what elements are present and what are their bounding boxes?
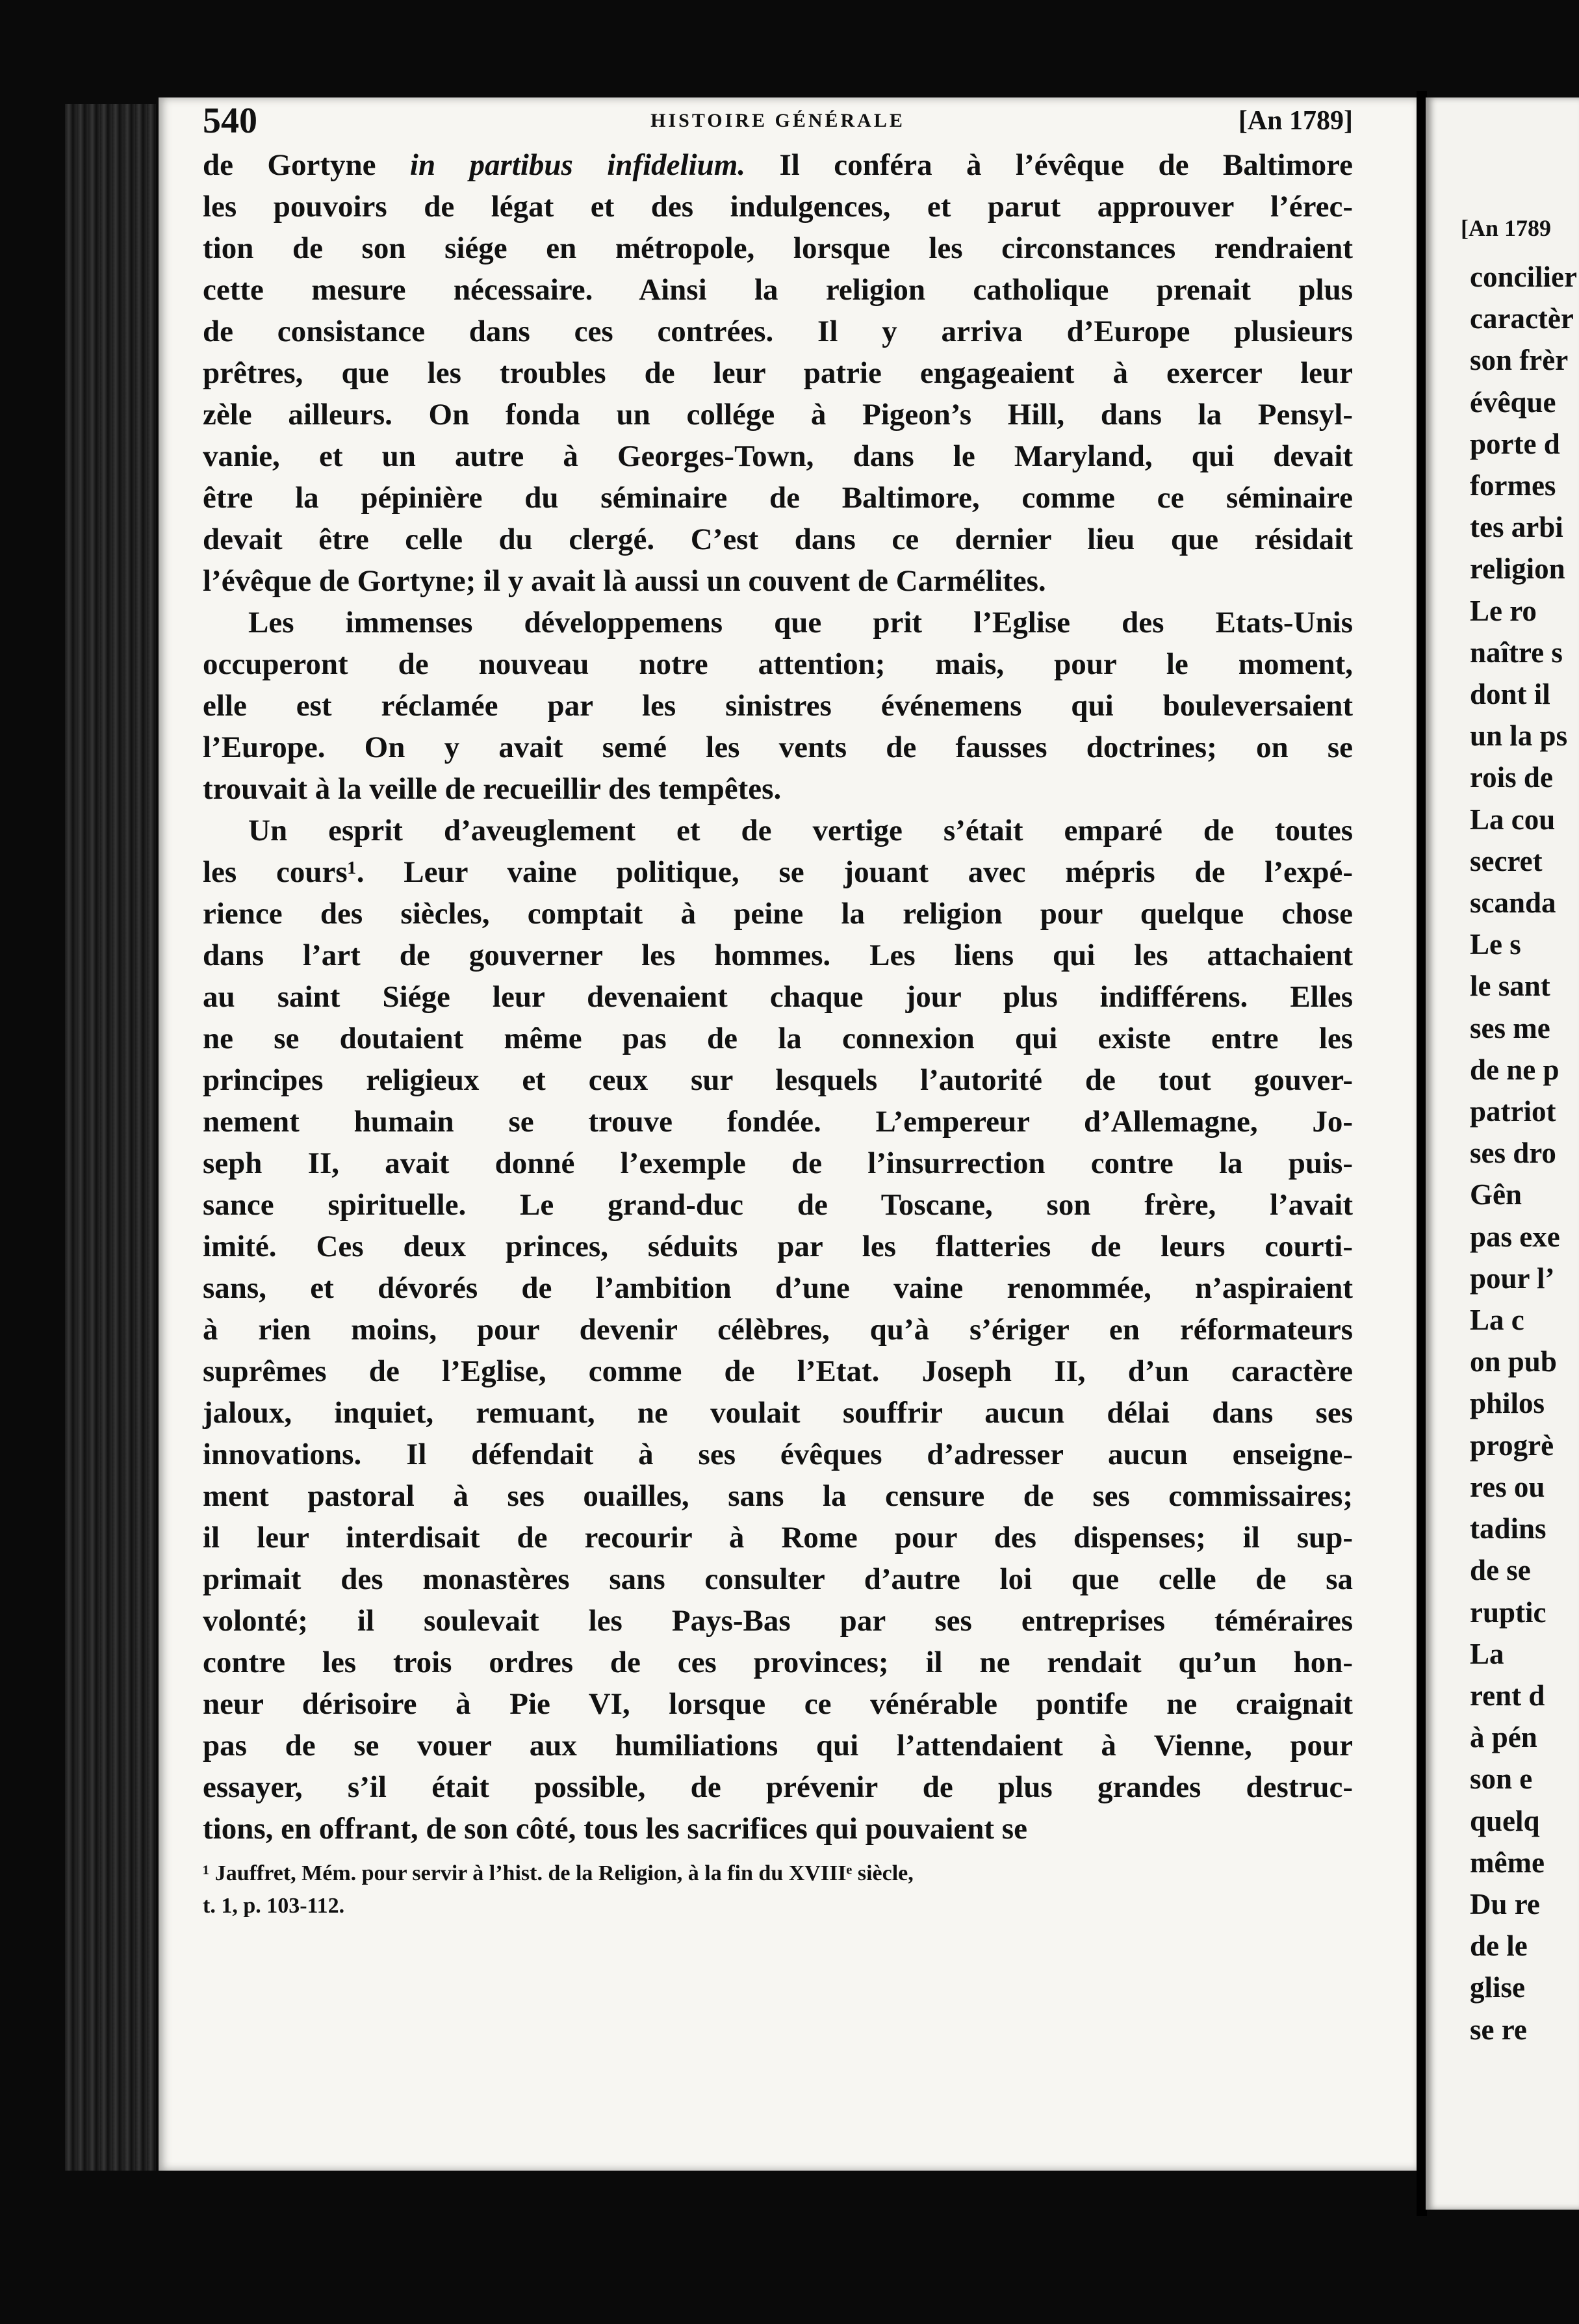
text-line: neur dérisoire à Pie VI, lorsque ce vénérable pontife ne craignait xyxy=(203,1687,1353,1721)
text-line: elle est réclamée par les sinistres événemens qui bouleversaient xyxy=(203,689,1353,723)
text-line: primait des monastères sans consulter d’autre loi que celle de sa xyxy=(203,1562,1353,1596)
text-line: ne se doutaient même pas de la connexion qui existe entre les xyxy=(203,1022,1353,1055)
right-page-line: tes arbi xyxy=(1470,511,1563,544)
right-page-line: scanda xyxy=(1470,886,1556,920)
right-page-line: pour l’ xyxy=(1470,1261,1555,1295)
text-line: imité. Ces deux princes, séduits par les flatteries de leurs courti- xyxy=(203,1230,1353,1263)
text-line: l’évêque de Gortyne; il y avait là aussi un couvent de Carmélites. xyxy=(203,564,1046,598)
right-page-line: La c xyxy=(1470,1304,1524,1337)
right-page-line: Gên xyxy=(1470,1178,1522,1211)
right-page-line: le sant xyxy=(1470,970,1550,1003)
right-page-line: patriot xyxy=(1470,1095,1556,1128)
right-page-line: quelq xyxy=(1470,1804,1540,1837)
text-line: de consistance dans ces contrées. Il y arriva d’Europe plusieurs xyxy=(203,315,1353,348)
right-page-line: religion xyxy=(1470,552,1565,586)
text-line: cette mesure nécessaire. Ainsi la religion catholique prenait plus xyxy=(203,273,1353,307)
text-line: contre les trois ordres de ces provinces; il ne rendait qu’un hon- xyxy=(203,1646,1353,1679)
body-text xyxy=(203,144,1353,1850)
right-page-line: de se xyxy=(1470,1554,1531,1587)
text-line: essayer, s’il était possible, de prévenir de plus grandes destruc- xyxy=(203,1770,1353,1804)
right-page-line: naître s xyxy=(1470,636,1563,669)
right-page-line: pas exe xyxy=(1470,1220,1560,1253)
text-line: Les immenses développemens que prit l’Eglise des Etats-Unis xyxy=(248,606,1353,639)
italic-phrase: in partibus infidelium. xyxy=(409,148,746,182)
header-year: [An 1789] xyxy=(1238,106,1353,136)
text-line: rience des siècles, comptait à peine la religion pour quelque chose xyxy=(203,897,1353,931)
right-page-line: un la ps xyxy=(1470,719,1568,753)
right-page-line: dont il xyxy=(1470,678,1550,711)
right-page-line: philos xyxy=(1470,1387,1545,1420)
right-page-line: à pén xyxy=(1470,1721,1537,1754)
right-page-line: res ou xyxy=(1470,1470,1545,1503)
right-page-line: Le s xyxy=(1470,928,1521,961)
text-line: Un esprit d’aveuglement et de vertige s’était emparé de toutes xyxy=(248,814,1353,847)
text-line: les pouvoirs de légat et des indulgences, et parut approuver l’érec- xyxy=(203,190,1353,224)
right-page-line: tadins xyxy=(1470,1512,1547,1545)
text-line: les cours¹. Leur vaine politique, se jouant avec mépris de l’expé- xyxy=(203,855,1353,889)
text-line: tion de son siége en métropole, lorsque les circonstances rendraient xyxy=(203,231,1353,265)
right-page-line: ses dro xyxy=(1470,1137,1556,1170)
right-page-line: ses me xyxy=(1470,1011,1550,1044)
text-line: suprêmes de l’Eglise, comme de l’Etat. Joseph II, d’un caractère xyxy=(203,1354,1353,1388)
running-title: HISTOIRE GÉNÉRALE xyxy=(650,110,905,131)
right-page-line: concilier xyxy=(1470,261,1577,293)
right-page-line: même xyxy=(1470,1846,1545,1879)
text-line: ment pastoral à ses ouailles, sans la censure de ses commissaires; xyxy=(203,1479,1353,1513)
page-text-block xyxy=(203,97,1353,1922)
text-line: trouvait à la veille de recueillir des tempêtes. xyxy=(203,772,782,806)
right-page-line: se re xyxy=(1470,2013,1527,2046)
right-page-line: caractèr xyxy=(1470,302,1574,335)
right-page-line: on pub xyxy=(1470,1345,1557,1378)
right-page-line: formes xyxy=(1470,469,1556,502)
right-page-line: de le xyxy=(1470,1930,1528,1963)
text-line: il leur interdisait de recourir à Rome pour des dispenses; il sup- xyxy=(203,1521,1353,1555)
right-page-line: de ne p xyxy=(1470,1053,1560,1086)
right-page-header: [An 1789 xyxy=(1461,215,1552,241)
right-page-line: Du re xyxy=(1470,1887,1540,1920)
text-line: au saint Siége leur devenaient chaque jour plus indifférens. Elles xyxy=(203,980,1353,1014)
text-line: sans, et dévorés de l’ambition d’une vaine renommée, n’aspiraient xyxy=(203,1271,1353,1305)
right-page-line: ruptic xyxy=(1470,1595,1547,1629)
text-line: zèle ailleurs. On fonda un collége à Pigeon’s Hill, dans la Pensyl- xyxy=(203,398,1353,432)
text-line: l’Europe. On y avait semé les vents de fausses doctrines; on se xyxy=(203,730,1353,764)
text-line: occuperont de nouveau notre attention; mais, pour le moment, xyxy=(203,647,1353,681)
right-page-text xyxy=(1470,256,1579,2050)
text-line: vanie, et un autre à Georges-Town, dans le Maryland, qui devait xyxy=(203,439,1353,473)
text-line: de Gortyne in partibus infidelium. Il conféra à l’évêque de Baltimore xyxy=(203,148,1353,182)
right-page-line: progrè xyxy=(1470,1428,1554,1462)
right-page-line: porte d xyxy=(1470,427,1560,460)
right-page-line: rent d xyxy=(1470,1679,1545,1712)
right-page-line: glise xyxy=(1470,1971,1525,2004)
footnotes xyxy=(203,1857,1353,1922)
text-line: volonté; il soulevait les Pays-Bas par ses entreprises téméraires xyxy=(203,1604,1353,1638)
text-line: tions, en offrant, de son côté, tous les sacrifices qui pouvaient se xyxy=(203,1812,1027,1846)
text-line: devait être celle du clergé. C’est dans ce dernier lieu que résidait xyxy=(203,523,1353,556)
right-page-line: La xyxy=(1470,1637,1504,1670)
book-spine-edge xyxy=(65,104,156,2171)
text-line: pas de se vouer aux humiliations qui l’attendaient à Vienne, pour xyxy=(203,1729,1353,1762)
right-page-line: rois de xyxy=(1470,761,1553,794)
text-line: prêtres, que les troubles de leur patrie engageaient à exercer leur xyxy=(203,356,1353,390)
text-line: dans l’art de gouverner les hommes. Les liens qui les attachaient xyxy=(203,938,1353,972)
text-line: principes religieux et ceux sur lesquels l’autorité de tout gouver- xyxy=(203,1063,1353,1097)
right-page-line: son frèr xyxy=(1470,344,1569,377)
text-line: seph II, avait donné l’exemple de l’insurrection contre la puis- xyxy=(203,1146,1353,1180)
text-line: jaloux, inquiet, remuant, ne voulait souffrir aucun délai dans ses xyxy=(203,1396,1353,1430)
right-page-line: Le ro xyxy=(1470,594,1537,627)
footnote-line: t. 1, p. 103-112. xyxy=(203,1894,345,1918)
right-page-line: secret xyxy=(1470,844,1543,877)
text-line: à rien moins, pour devenir célèbres, qu’à s’ériger en réformateurs xyxy=(203,1313,1353,1347)
text-line: être la pépinière du séminaire de Baltimore, comme ce séminaire xyxy=(203,481,1353,515)
text-line: sance spirituelle. Le grand-duc de Toscane, son frère, l’avait xyxy=(203,1188,1353,1222)
footnote-line: ¹ Jauffret, Mém. pour servir à l’hist. de la Religion, à la fin du XVIIIᵉ siècle, xyxy=(203,1861,914,1885)
page-header xyxy=(203,97,1353,144)
right-page-line: La cou xyxy=(1470,803,1556,836)
right-page-line: évêque xyxy=(1470,385,1556,419)
text-line: nement humain se trouve fondée. L’empereur d’Allemagne, Jo- xyxy=(203,1105,1353,1139)
page-number: 540 xyxy=(203,101,257,141)
right-page-line: son e xyxy=(1470,1762,1533,1796)
text-line: innovations. Il défendait à ses évêques d’adresser aucun enseigne- xyxy=(203,1438,1353,1471)
